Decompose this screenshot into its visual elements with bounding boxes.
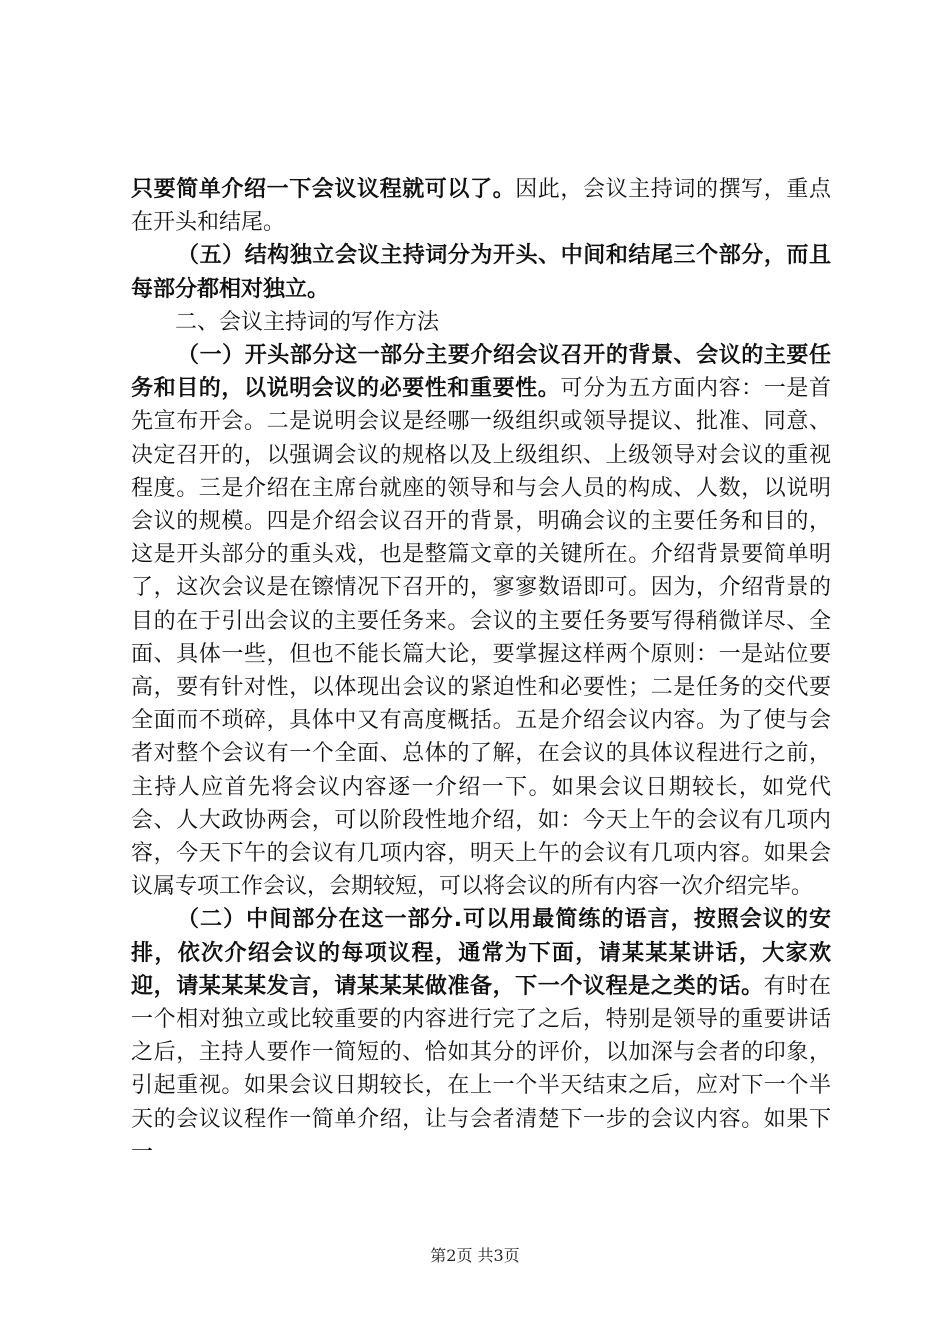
paragraph-1-text: 因此，会议主持词的撰写，重点在开头和结尾。 <box>131 177 831 236</box>
paragraph-1-bold: 只要简单介绍一下会议议程就可以了。 <box>131 177 516 202</box>
paragraph-2-bold: （五）结构独立会议主持词分为开头、中间和结尾三个部分，而且每部分都相对独立。 <box>131 243 831 302</box>
paragraph-2 <box>131 239 831 305</box>
page-number-label: 第2页 共3页 <box>430 1246 520 1265</box>
paragraph-5 <box>131 903 831 1169</box>
paragraph-4-text: 可分为五方面内容：一是首先宣布开会。二是说明会议是经哪一级组织或领导提议、批准、同意、决定召开的，以强调会议的规格以及上级组织、上级领导对会议的重视程度。三是介绍在主席台就座的领导和与会人员的构成、人数，以说明会议的规模。四是介绍会议召开的背景，明确会议的主要任务和目的，这是开头部分的重头戏，也是整篇文章的关键所在。介绍背景要简单明了，这次会议是在镲情况下召开的，寥寥数语即可。因为，介绍背景的目的在于引出会议的主要任务来。会议的主要任务要写得稍微详尽、全面、具体一些，但也不能长篇大论，要掌握这样两个原则：一是站位要高，要有针对性，以体现出会议的紧迫性和必要性；二是任务的交代要全面而不琐碎，具体中又有高度概括。五是介绍会议内容。为了使与会者对整个会议有一个全面、总体的了解，在会议的具体议程进行之前，主持人应首先将会议内容逐一介绍一下。如果会议日期较长，如党代会、人大政协两会，可以阶段性地介绍，如：今天上午的会议有几项内容，今天下午的会议有几项内容，明天上午的会议有几项内容。如果会议属专项工作会议，会期较短，可以将会议的所有内容一次介绍完毕。 <box>131 376 831 900</box>
paragraph-4-bold: （一）开头部分这一部分主要介绍会议召开的背景、会议的主要任务和目的，以说明会议的必要性和重要性。 <box>131 343 831 402</box>
paragraph-5-bold: （二）中间部分在这一部分.可以用最简练的语言，按照会议的安排，依次介绍会议的每项议程，通常为下面，请某某某讲话，大家欢迎，请某某某发言，请某某某做准备，下一个议程是之类的话。 <box>131 907 831 999</box>
paragraph-1 <box>131 173 831 239</box>
page-footer <box>0 1243 950 1266</box>
document-body <box>131 173 831 1169</box>
section-heading-text: 二、会议主持词的写作方法 <box>175 309 440 335</box>
section-heading <box>131 306 831 339</box>
paragraph-4 <box>131 339 831 903</box>
paragraph-5-text: 有时在一个相对独立或比较重要的内容进行完了之后，特别是领导的重要讲话之后，主持人要作一简短的、恰如其分的评价，以加深与会者的印象，引起重视。如果会议日期较长，在上一个半天结束之后，应对下一个半天的会议议程作一简单介绍，让与会者清楚下一步的会议内容。如果下一 <box>131 973 831 1165</box>
